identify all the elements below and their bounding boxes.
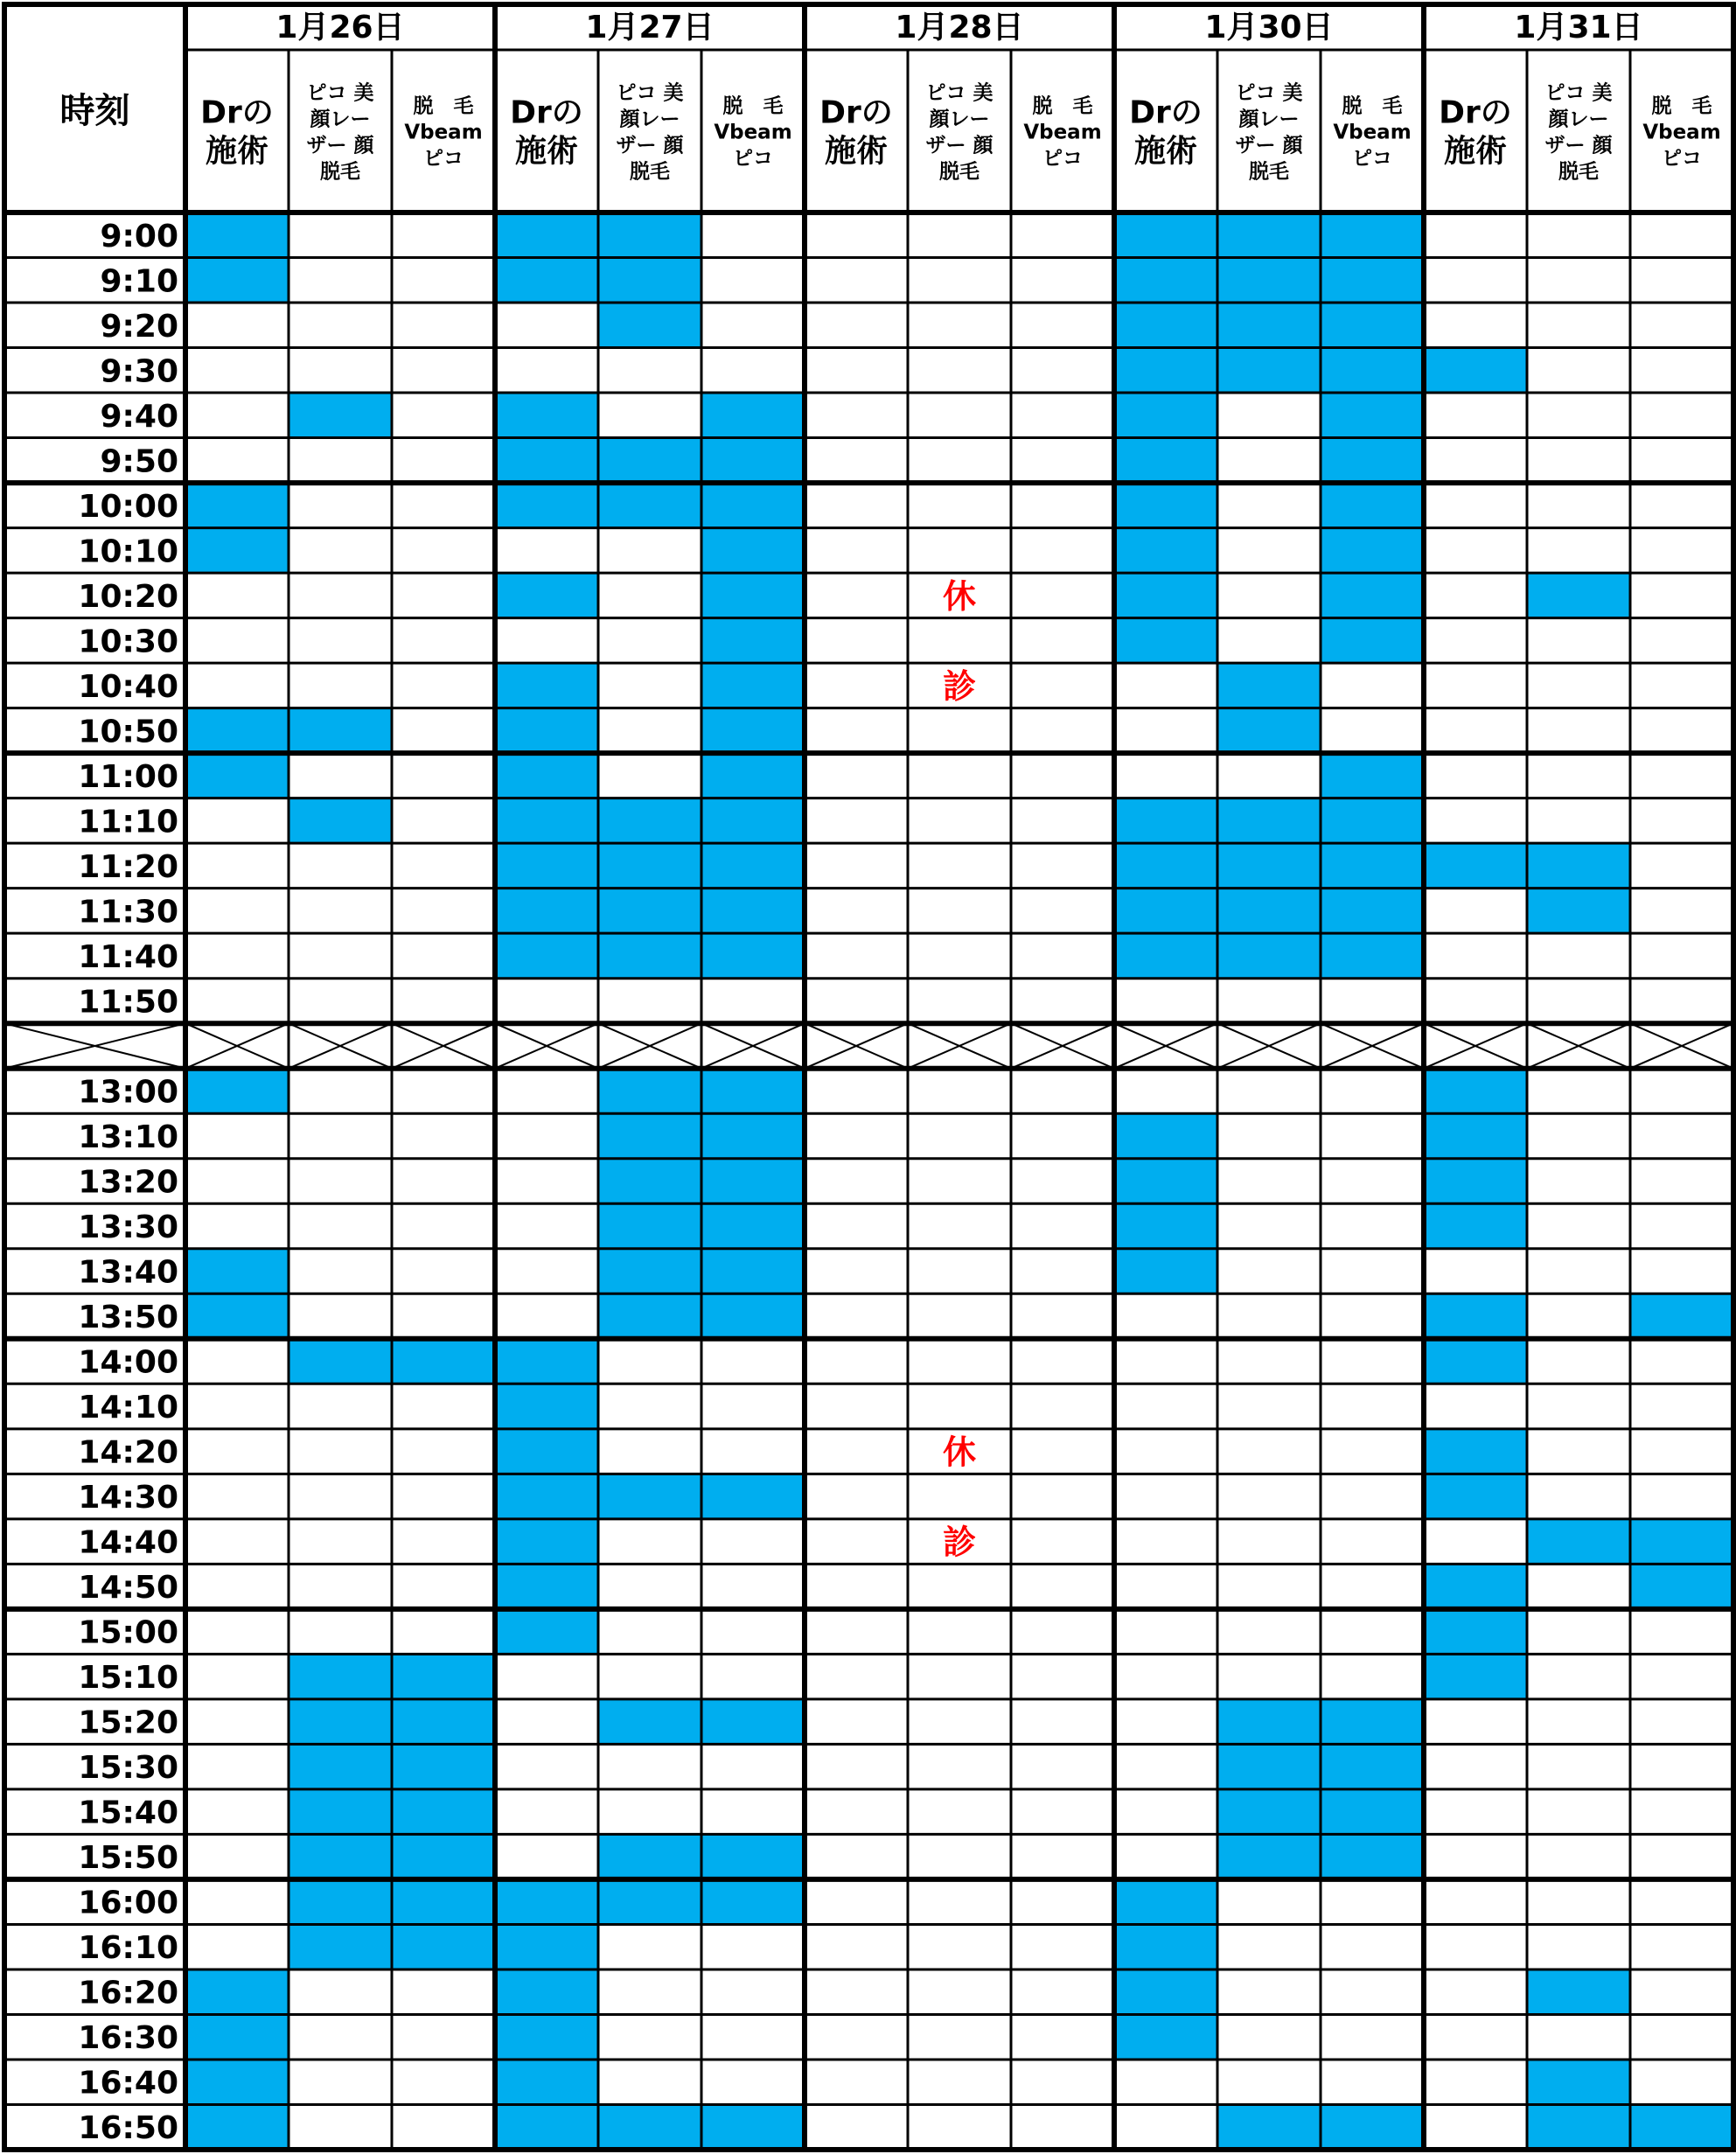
booked-cell [701, 889, 805, 934]
column-header-label: 脱 毛 [722, 94, 784, 118]
booked-cell [1321, 1699, 1424, 1745]
booked-cell [495, 1429, 598, 1474]
booked-cell [495, 258, 598, 303]
booked-cell [1217, 303, 1321, 348]
booked-cell [495, 393, 598, 438]
column-header-label: 脱毛 [630, 160, 670, 184]
column-header-label: 脱毛 [320, 160, 360, 184]
booked-cell [392, 1834, 495, 1879]
column-header-label: 脱毛 [1558, 160, 1599, 184]
booked-cell [598, 1293, 701, 1339]
booked-cell [598, 798, 701, 844]
column-header-label: 脱 毛 [1651, 94, 1712, 118]
booked-cell [1527, 573, 1630, 618]
time-label: 14:20 [78, 1434, 178, 1471]
booked-cell [185, 2060, 289, 2105]
booked-cell [289, 1699, 392, 1745]
booked-cell [1114, 1203, 1217, 1249]
closed-day-label: 休 [942, 576, 977, 616]
booked-cell [1114, 1159, 1217, 1204]
booked-cell [495, 708, 598, 754]
booked-cell [1527, 1519, 1630, 1565]
booked-cell [495, 1339, 598, 1384]
booked-cell [185, 2104, 289, 2150]
booked-cell [598, 438, 701, 484]
booked-cell [289, 1744, 392, 1789]
booked-cell [598, 1474, 701, 1519]
column-header-label: Vbeam [1642, 121, 1721, 144]
booked-cell [1424, 348, 1527, 394]
booked-cell [1527, 2104, 1630, 2150]
booked-cell [701, 1159, 805, 1204]
time-label: 15:40 [78, 1795, 178, 1831]
booked-cell [598, 1699, 701, 1745]
booked-cell [1424, 1113, 1527, 1159]
booked-cell [289, 708, 392, 754]
time-label: 9:50 [100, 443, 178, 480]
column-header-label: ピコ 美 [616, 81, 684, 105]
column-header-label: Vbeam [404, 121, 483, 144]
time-label: 16:00 [78, 1885, 178, 1921]
time-label: 9:30 [100, 353, 178, 390]
booked-cell [1321, 889, 1424, 934]
booked-cell [1217, 2104, 1321, 2150]
time-label: 10:40 [78, 668, 178, 705]
column-header-label: ピコ 美 [925, 81, 993, 105]
booked-cell [1630, 1564, 1733, 1609]
booked-cell [598, 1113, 701, 1159]
time-label: 15:20 [78, 1704, 178, 1741]
booked-cell [701, 1879, 805, 1925]
booked-cell [495, 1519, 598, 1565]
time-label: 11:40 [78, 938, 178, 975]
column-header-label: ザー 顔 [1544, 134, 1613, 157]
time-label: 10:10 [78, 533, 178, 570]
booked-cell [701, 1474, 805, 1519]
booked-cell [495, 438, 598, 484]
booked-cell [495, 573, 598, 618]
booked-cell [1321, 303, 1424, 348]
booked-cell [598, 258, 701, 303]
booked-cell [185, 753, 289, 798]
booked-cell [701, 1293, 805, 1339]
booked-cell [1321, 483, 1424, 528]
column-header-label: 顔レー [1238, 108, 1300, 131]
booked-cell [1630, 2104, 1733, 2150]
booked-cell [1114, 348, 1217, 394]
column-header-label: ピコ [1352, 147, 1392, 171]
time-label: 14:30 [78, 1480, 178, 1516]
booked-cell [1321, 1744, 1424, 1789]
closed-day-label: 休 [942, 1433, 977, 1472]
time-label: 10:00 [78, 488, 178, 525]
booked-cell [1217, 889, 1321, 934]
column-header-label: Vbeam [714, 121, 792, 144]
booked-cell [701, 1249, 805, 1294]
booked-cell [701, 393, 805, 438]
booked-cell [495, 798, 598, 844]
booked-cell [1217, 798, 1321, 844]
booked-cell [598, 213, 701, 258]
column-header-label: 施術 [1133, 133, 1198, 170]
booked-cell [495, 1384, 598, 1429]
booked-cell [598, 483, 701, 528]
time-label: 14:10 [78, 1390, 178, 1426]
booked-cell [1114, 483, 1217, 528]
booked-cell [701, 483, 805, 528]
booked-cell [598, 1159, 701, 1204]
booked-cell [1527, 843, 1630, 889]
column-header-label: 顔レー [929, 108, 990, 131]
booked-cell [495, 1474, 598, 1519]
booked-cell [598, 2104, 701, 2150]
column-header-label: ピコ 美 [306, 81, 374, 105]
date-header: 1月26日 [275, 10, 405, 45]
booked-cell [392, 1924, 495, 1969]
booked-cell [1217, 1744, 1321, 1789]
booked-cell [1527, 2060, 1630, 2105]
booked-cell [1321, 438, 1424, 484]
booked-cell [1114, 1249, 1217, 1294]
booked-cell [495, 1924, 598, 1969]
booked-cell [1217, 843, 1321, 889]
column-header-label: Drの [1439, 94, 1512, 131]
booked-cell [1424, 1564, 1527, 1609]
booked-cell [1424, 1159, 1527, 1204]
booked-cell [1114, 528, 1217, 574]
booked-cell [495, 2014, 598, 2060]
booked-cell [701, 528, 805, 574]
booked-cell [392, 1744, 495, 1789]
booked-cell [495, 1609, 598, 1655]
booked-cell [495, 483, 598, 528]
booked-cell [1217, 708, 1321, 754]
booked-cell [495, 2104, 598, 2150]
time-label: 16:30 [78, 2020, 178, 2057]
booked-cell [1321, 528, 1424, 574]
booked-cell [1114, 1924, 1217, 1969]
booked-cell [185, 213, 289, 258]
booked-cell [1217, 1834, 1321, 1879]
booked-cell [1527, 889, 1630, 934]
time-label: 10:50 [78, 714, 178, 750]
booked-cell [1321, 213, 1424, 258]
time-label: 16:20 [78, 1975, 178, 2011]
column-header-label: ピコ [733, 147, 773, 171]
booked-cell [289, 1654, 392, 1699]
column-header-label: ザー 顔 [925, 134, 993, 157]
booked-cell [701, 618, 805, 664]
date-header: 1月31日 [1514, 10, 1643, 45]
date-header: 1月27日 [585, 10, 715, 45]
booked-cell [1114, 798, 1217, 844]
column-header-label: 脱毛 [939, 160, 980, 184]
booked-cell [1321, 1834, 1424, 1879]
booked-cell [289, 798, 392, 844]
booked-cell [701, 1203, 805, 1249]
booked-cell [495, 889, 598, 934]
booked-cell [1321, 1789, 1424, 1835]
column-header-label: Drの [200, 94, 274, 131]
column-header-label: ピコ 美 [1544, 81, 1613, 105]
time-label: 15:50 [78, 1840, 178, 1877]
booked-cell [1321, 258, 1424, 303]
booked-cell [495, 753, 598, 798]
booked-cell [701, 843, 805, 889]
time-label: 16:50 [78, 2110, 178, 2147]
booked-cell [598, 1834, 701, 1879]
column-header-label: ピコ 美 [1235, 81, 1303, 105]
booked-cell [289, 1879, 392, 1925]
time-label: 10:30 [78, 624, 178, 660]
time-label: 13:50 [78, 1300, 178, 1336]
time-label: 15:00 [78, 1614, 178, 1651]
booked-cell [701, 708, 805, 754]
booked-cell [1424, 1203, 1527, 1249]
column-header-label: ピコ [423, 147, 464, 171]
booked-cell [1630, 1293, 1733, 1339]
booked-cell [701, 1069, 805, 1114]
time-label: 13:20 [78, 1164, 178, 1201]
date-header: 1月30日 [1204, 10, 1334, 45]
time-label: 9:20 [100, 308, 178, 345]
time-label: 13:40 [78, 1254, 178, 1291]
booked-cell [1321, 618, 1424, 664]
booked-cell [1217, 663, 1321, 708]
booked-cell [598, 1203, 701, 1249]
column-header-label: 施術 [205, 133, 269, 170]
booked-cell [701, 798, 805, 844]
booked-cell [1114, 303, 1217, 348]
booked-cell [1321, 843, 1424, 889]
booked-cell [1424, 1654, 1527, 1699]
booked-cell [1114, 933, 1217, 979]
time-label: 14:50 [78, 1570, 178, 1607]
booked-cell [392, 1339, 495, 1384]
column-header-label: Drの [510, 94, 583, 131]
booked-cell [1630, 1519, 1733, 1565]
booked-cell [1424, 1429, 1527, 1474]
booked-cell [1217, 213, 1321, 258]
booked-cell [701, 1834, 805, 1879]
booked-cell [701, 573, 805, 618]
column-header-label: Drの [819, 94, 893, 131]
column-header-label: 施術 [1443, 133, 1508, 170]
booked-cell [1114, 258, 1217, 303]
time-label: 15:30 [78, 1750, 178, 1787]
time-label: 11:30 [78, 894, 178, 931]
booked-cell [1424, 1339, 1527, 1384]
booked-cell [701, 663, 805, 708]
booked-cell [185, 1069, 289, 1114]
booked-cell [1217, 1789, 1321, 1835]
booked-cell [289, 393, 392, 438]
time-label: 11:20 [78, 848, 178, 885]
column-header-label: 脱毛 [1249, 160, 1289, 184]
booked-cell [185, 2014, 289, 2060]
booked-cell [185, 1969, 289, 2015]
column-header-label: ザー 顔 [1235, 134, 1303, 157]
booked-cell [1114, 889, 1217, 934]
booked-cell [1217, 348, 1321, 394]
booked-cell [1424, 1293, 1527, 1339]
booked-cell [1321, 933, 1424, 979]
booked-cell [701, 2104, 805, 2150]
booked-cell [1321, 348, 1424, 394]
time-label: 9:00 [100, 218, 178, 254]
column-header-label: 脱 毛 [413, 94, 474, 118]
booked-cell [185, 483, 289, 528]
column-header-label: 施術 [514, 133, 579, 170]
time-column-header: 時刻 [59, 91, 130, 131]
column-header-label: 顔レー [1548, 108, 1609, 131]
booked-cell [495, 933, 598, 979]
booked-cell [1114, 573, 1217, 618]
closed-day-label: 診 [942, 666, 977, 706]
booked-cell [701, 753, 805, 798]
time-label: 14:00 [78, 1344, 178, 1381]
date-header: 1月28日 [895, 10, 1024, 45]
booked-cell [1217, 933, 1321, 979]
booked-cell [1527, 1969, 1630, 2015]
column-header-label: Vbeam [1333, 121, 1412, 144]
booked-cell [495, 1564, 598, 1609]
column-header-label: ピコ [1042, 147, 1083, 171]
booked-cell [598, 1069, 701, 1114]
booked-cell [1217, 258, 1321, 303]
booked-cell [1114, 618, 1217, 664]
time-label: 11:00 [78, 758, 178, 795]
booked-cell [392, 1879, 495, 1925]
booked-cell [185, 1293, 289, 1339]
booked-cell [1321, 753, 1424, 798]
booked-cell [495, 213, 598, 258]
booked-cell [598, 1249, 701, 1294]
booked-cell [1424, 1069, 1527, 1114]
booked-cell [701, 438, 805, 484]
time-label: 16:40 [78, 2065, 178, 2102]
booked-cell [185, 708, 289, 754]
booked-cell [289, 1834, 392, 1879]
time-label: 14:40 [78, 1524, 178, 1561]
booked-cell [495, 2060, 598, 2105]
booked-cell [495, 843, 598, 889]
time-label: 15:10 [78, 1660, 178, 1697]
booked-cell [1424, 843, 1527, 889]
column-header-label: 顔レー [310, 108, 371, 131]
booked-cell [185, 258, 289, 303]
time-label: 11:50 [78, 984, 178, 1021]
booked-cell [598, 303, 701, 348]
column-header-label: Drの [1129, 94, 1203, 131]
booked-cell [1114, 438, 1217, 484]
column-header-label: ザー 顔 [306, 134, 374, 157]
booked-cell [1217, 1699, 1321, 1745]
booked-cell [598, 889, 701, 934]
column-header-label: Vbeam [1023, 121, 1102, 144]
booked-cell [701, 1699, 805, 1745]
booked-cell [1424, 1474, 1527, 1519]
booked-cell [185, 528, 289, 574]
booked-cell [1321, 2104, 1424, 2150]
column-header-label: 脱 毛 [1032, 94, 1093, 118]
column-header-label: ザー 顔 [616, 134, 684, 157]
time-label: 13:10 [78, 1119, 178, 1155]
booked-cell [289, 1339, 392, 1384]
column-header-label: 施術 [824, 133, 889, 170]
booked-cell [392, 1699, 495, 1745]
column-header-label: 顔レー [619, 108, 680, 131]
booked-cell [1114, 1113, 1217, 1159]
booked-cell [1114, 1879, 1217, 1925]
booked-cell [1114, 2014, 1217, 2060]
booked-cell [701, 1113, 805, 1159]
booked-cell [1321, 798, 1424, 844]
booked-cell [495, 1969, 598, 2015]
booked-cell [1424, 1609, 1527, 1655]
column-header-label: ピコ [1662, 147, 1702, 171]
booked-cell [495, 663, 598, 708]
booked-cell [392, 1654, 495, 1699]
time-label: 9:10 [100, 263, 178, 300]
booked-cell [701, 933, 805, 979]
time-label: 13:30 [78, 1209, 178, 1246]
time-label: 11:10 [78, 804, 178, 840]
booked-cell [185, 1249, 289, 1294]
booked-cell [1114, 843, 1217, 889]
booked-cell [289, 1924, 392, 1969]
booked-cell [1321, 573, 1424, 618]
booked-cell [495, 1879, 598, 1925]
booked-cell [289, 1789, 392, 1835]
booked-cell [1321, 393, 1424, 438]
time-label: 9:40 [100, 398, 178, 435]
column-header-label: 脱 毛 [1342, 94, 1403, 118]
booked-cell [392, 1789, 495, 1835]
time-label: 13:00 [78, 1074, 178, 1111]
time-label: 16:10 [78, 1930, 178, 1967]
booked-cell [598, 933, 701, 979]
time-label: 10:20 [78, 578, 178, 615]
booked-cell [598, 1879, 701, 1925]
booked-cell [1114, 393, 1217, 438]
booked-cell [1114, 1969, 1217, 2015]
closed-day-label: 診 [942, 1523, 977, 1562]
booked-cell [598, 843, 701, 889]
booked-cell [1114, 213, 1217, 258]
